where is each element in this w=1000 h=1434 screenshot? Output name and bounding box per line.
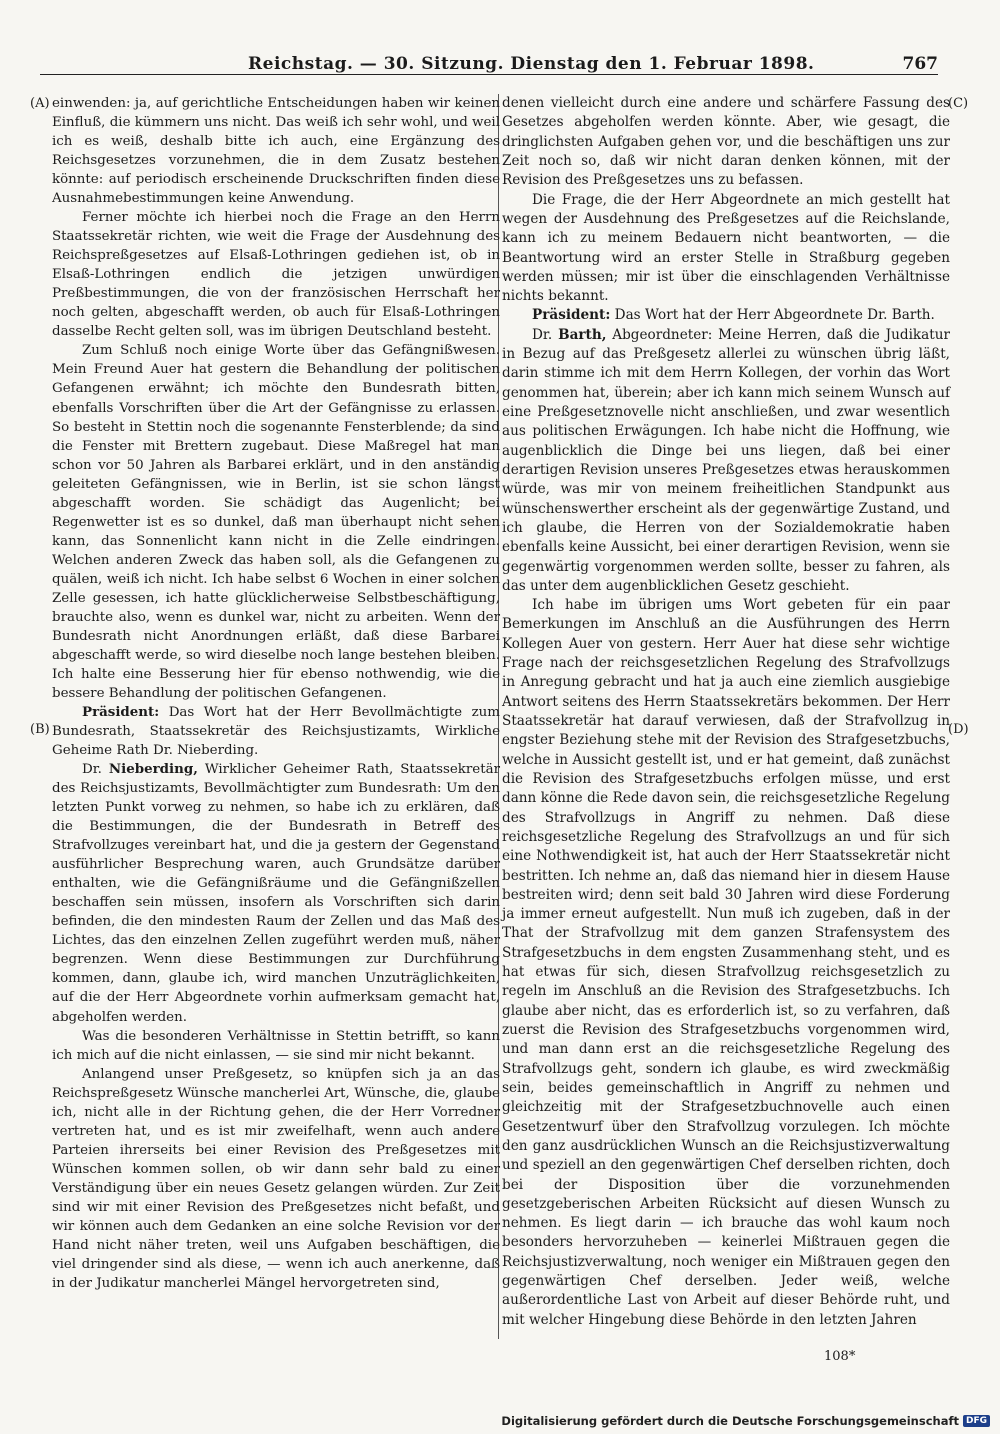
running-title: Reichstag. — 30. Sitzung. Dienstag den 1. Februar 1898. — [248, 54, 815, 74]
margin-marker-d: (D) — [948, 722, 969, 737]
speaker-title: Dr. — [82, 762, 109, 778]
margin-marker-c: (C) — [948, 96, 969, 111]
speaker-name: Nieberding, — [108, 761, 198, 778]
speaker-name: Barth, — [558, 326, 607, 343]
paragraph: Ich habe im übrigen ums Wort gebeten für ein paar Bemerkungen im Anschluß an die Ausführungen des Herrn Kollegen Auer von gestern. Herr Auer hat diese sehr wichtige Frage nach der reichsgesetzlichen Regelung des Strafvollzugs in Anregung gebracht und hat ja auch eine ziemlich ausgiebige Antwort seitens des Herrn Staatssekretärs bekommen. Der Herr Staatssekretär hat darauf verwiesen, daß der Strafvollzug in engster Beziehung stehe mit der Revision des Strafgesetzbuchs, welche in Aussicht gestellt ist, und er hat gemeint, daß zunächst die Revision des Strafgesetzbuchs erfolgen müsse, und erst dann könne die Rede davon sein, die reichsgesetzliche Regelung des Strafvollzugs in Angriff zu nehmen. Daß diese reichsgesetzliche Regelung des Strafvollzugs an und für sich eine Nothwendigkeit ist, hat auch der Herr Staatssekretär nicht bestritten. Ich nehme an, daß das niemand hier in diesem Hause bestreiten wird; denn seit bald 30 Jahren wird diese Forderung ja immer erneut aufgestellt. Nun muß ich zugeben, daß in der That der Strafvollzug mit dem ganzen Strafensystem des Strafgesetzbuchs in dem engsten Zusammenhang steht, und es hat etwas für sich, diesen Strafvollzug reichsgesetzlich zu regeln im Anschluß an die Revision des Strafgesetzbuchs. Ich glaube aber nicht, das es erforderlich ist, so zu verfahren, daß zuerst die Revision des Strafgesetzbuchs vorgenommen wird, und man dann erst an die reichsgesetzliche Regelung des Strafvollzugs geht, sondern ich glaube, es wird zweckmäßig sein, beides gemeinschaftlich in Angriff zu nehmen und gleichzeitig mit der Strafgesetzbuchnovelle auch einen Gesetzentwurf über den Strafvollzug vorzulegen. Ich möchte den ganz ausdrücklichen Wunsch an die Reichsjustizverwaltung und speziell an den gegenwärtigen Chef derselben richten, doch bei der Disposition über die vorzunehmenden gesetzgeberischen Arbeiten Rücksicht auf diesen Wunsch zu nehmen. Es liegt darin — ich brauche das wohl kaum noch besonders hervorzuheben — keinerlei Mißtrauen gegen die Reichsjustizverwaltung, noch weniger ein Mißtrauen gegen den gegenwärtigen Chef derselben. Jeder weiß, welche außerordentliche Last von Arbeit auf dieser Behörde ruht, und mit welcher Hingebung diese Behörde in den letzten Jahren — [502, 597, 950, 1328]
speech-text: Das Wort hat der Herr Bevollmächtigte zum Bundesrath, Staatssekretär des Reichsjustizamts, Wirkliche Geheime Rath Dr. Nieberding. — [52, 705, 500, 759]
speech-text: Das Wort hat der Herr Abgeordnete Dr. Barth. — [610, 307, 935, 324]
margin-marker-b: (B) — [30, 722, 50, 737]
paragraph: Anlangend unser Preßgesetz, so knüpfen sich ja an das Reichspreßgesetz Wünsche mancherlei Art, Wünsche, die, glaube ich, nicht alle in der Richtung gehen, die der Herr Vorredner vertreten hat, und es ist mir zweifelhaft, wenn auch andere Parteien ihrerseits bei einer Revision des Preßgesetzes mit Wünschen kommen sollen, ob wir dann sehr bald zu einer Verständigung über ein neues Gesetz gelangen würden. Zur Zeit sind wir mit einer Revision des Preßgesetzes nicht befaßt, und wir können auch dem Gedanken an eine solche Revision vor der Hand nicht näher treten, weil uns Aufgaben beschäftigen, die viel dringender sind als diese, — wenn ich auch anerkenne, daß in der Judikatur mancherlei Mängel hervorgetreten sind, — [52, 1066, 500, 1291]
digitization-footer — [501, 1414, 990, 1428]
speech-paragraph — [52, 760, 500, 1026]
speech-paragraph — [502, 326, 950, 596]
paragraph: Ferner möchte ich hierbei noch die Frage an den Herrn Staatssekretär richten, wie weit die Frage der Ausdehnung des Reichspreßgesetzes auf Elsaß-Lothringen gediehen ist, ob in Elsaß-Lothringen endlich die jetzigen unwürdigen Preßbestimmungen, die von der französischen Herrschaft her noch gelten, abgeschafft werden, ob auch für Elsaß-Lothringen dasselbe Recht gelten soll, was im übrigen Deutschland besteht. — [52, 210, 500, 340]
left-column — [52, 94, 500, 1293]
page-header — [40, 44, 938, 75]
paragraph: denen vielleicht durch eine andere und schärfere Fassung des Gesetzes abgeholfen werden könnte. Aber, wie gesagt, die dringlichsten Aufgaben gehen vor, und die beschäftigen uns zur Zeit noch so, daß wir nicht daran denken können, mit der Revision des Preßgesetzes uns zu befassen. — [502, 95, 950, 189]
paragraph: Was die besonderen Verhältnisse in Stettin betrifft, so kann ich mich auf die nicht einlassen, — sie sind mir nicht bekannt. — [52, 1028, 500, 1063]
speech-text: Abgeordneter: Meine Herren, daß die Judikatur in Bezug auf das Preßgesetz allerlei zu wünschen übrig läßt, darin stimme ich mit dem Herrn Kollegen, der vorhin das Wort genommen hat, überein; aber ich kann mich seinem Wunsch auf eine Preßgesetznovelle nicht anschließen, und zwar wesentlich aus politischen Erwägungen. Ich habe nicht die Hoffnung, wie augenblicklich die Dinge bei uns liegen, daß bei einer derartigen Revision unseres Preßgesetzes etwas herauskommen würde, was mir von meinem freiheitlichen Standpunkt aus wünschenswerther erscheint als der gegenwärtige Zustand, und ich glaube, die Herren von der Sozialdemokratie haben ebenfalls keine Aussicht, bei einer derartigen Revision, wenn sie gegenwärtig vorgenommen werden sollte, besser zu fahren, als das unter dem augenblicklichen Gesetz geschieht. — [502, 326, 950, 594]
paragraph: Die Frage, die der Herr Abgeordnete an mich gestellt hat wegen der Ausdehnung des Preßgesetzes auf die Reichslande, kann ich zu meinem Bedauern nicht beantworten, — die Beantwortung wird an erster Stelle in Straßburg gegeben werden müssen; mir ist über die einschlagenden Verhältnisse nichts bekannt. — [502, 191, 950, 305]
right-column — [502, 94, 950, 1330]
margin-marker-a: (A) — [30, 96, 50, 111]
page-number: 767 — [902, 54, 938, 74]
speech-paragraph — [52, 703, 500, 760]
speech-text: Wirklicher Geheimer Rath, Staatssekretär des Reichsjustizamts, Bevollmächtigter zum Bundesrath: Um den letzten Punkt vorweg zu nehmen, so habe ich zu erklären, daß die Bestimmungen, die der Bundesrath in Betreff des Strafvollzuges vereinbart hat, und die ja gestern der Gegenstand ausführlicher Besprechung waren, auch Grundsätze darüber enthalten, wie die Gefängnißräume und die Gefängnißzellen beschaffen sein müssen, insofern als Vorschriften sich darin befinden, die den mindesten Raum der Zellen und das Maß des Lichtes, das den einzelnen Zellen zugeführt werden muß, näher begrenzen. Wenn diese Bestimmungen zur Durchführung kommen, dann, glaube ich, wird manchen Unzuträglichkeiten, auf die der Herr Abgeordnete vorhin aufmerksam gemacht hat, abgeholfen werden. — [52, 762, 500, 1025]
speaker-title: Dr. — [532, 326, 559, 343]
paragraph: einwenden: ja, auf gerichtliche Entscheidungen haben wir keinen Einfluß, die kümmern uns nicht. Das weiß ich sehr wohl, und weil ich es weiß, deshalb bitte ich auch, eine Ergänzung des Reichsgesetzes vorzunehmen, die in dem Zusatz bestehen könnte: auf periodisch erscheinende Druckschriften finden diese Ausnahmebestimmungen keine Anwendung. — [52, 96, 500, 207]
dfg-logo-icon: DFG — [963, 1415, 990, 1427]
speaker-name: Präsident: — [82, 704, 160, 720]
speaker-name: Präsident: — [532, 307, 611, 324]
speech-paragraph — [502, 306, 950, 325]
paragraph: Zum Schluß noch einige Worte über das Gefängnißwesen. Mein Freund Auer hat gestern die Behandlung der politischen Gefangenen erwähnt; ich möchte den Bundesrath bitten, ebenfalls Vorschriften über die Art der Gefängnisse zu erlassen. So besteht in Stettin noch die sogenannte Fensterblende; da sind die Fenster mit Brettern zugebaut. Diese Maßregel hat man schon vor 50 Jahren als Barbarei erklärt, und in den anständig geleiteten Gefängnissen, wie in Berlin, ist sie schon längst abgeschafft worden. Sie schädigt das Augenlicht; bei Regenwetter ist es so dunkel, daß man überhaupt nicht sehen kann, das Sonnenlicht kann nicht in die Zelle eindringen. Welchen anderen Zweck das haben soll, als die Gefangenen zu quälen, weiß ich nicht. Ich habe selbst 6 Wochen in einer solchen Zelle gesessen, ich hatte glücklicherweise Selbstbeschäftigung, brauchte also, wenn es dunkel war, nicht zu arbeiten. Wenn der Bundesrath nicht Anordnungen erläßt, daß diese Barbarei abgeschafft werde, so wird dieselbe noch lange bestehen bleiben. Ich halte eine Besserung hier für ebenso nothwendig, wie die bessere Behandlung der politischen Gefangenen. — [52, 343, 501, 701]
footer-credit: Digitalisierung gefördert durch die Deutsche Forschungsgemeinschaft — [501, 1414, 959, 1428]
signature-mark: 108* — [824, 1349, 856, 1364]
